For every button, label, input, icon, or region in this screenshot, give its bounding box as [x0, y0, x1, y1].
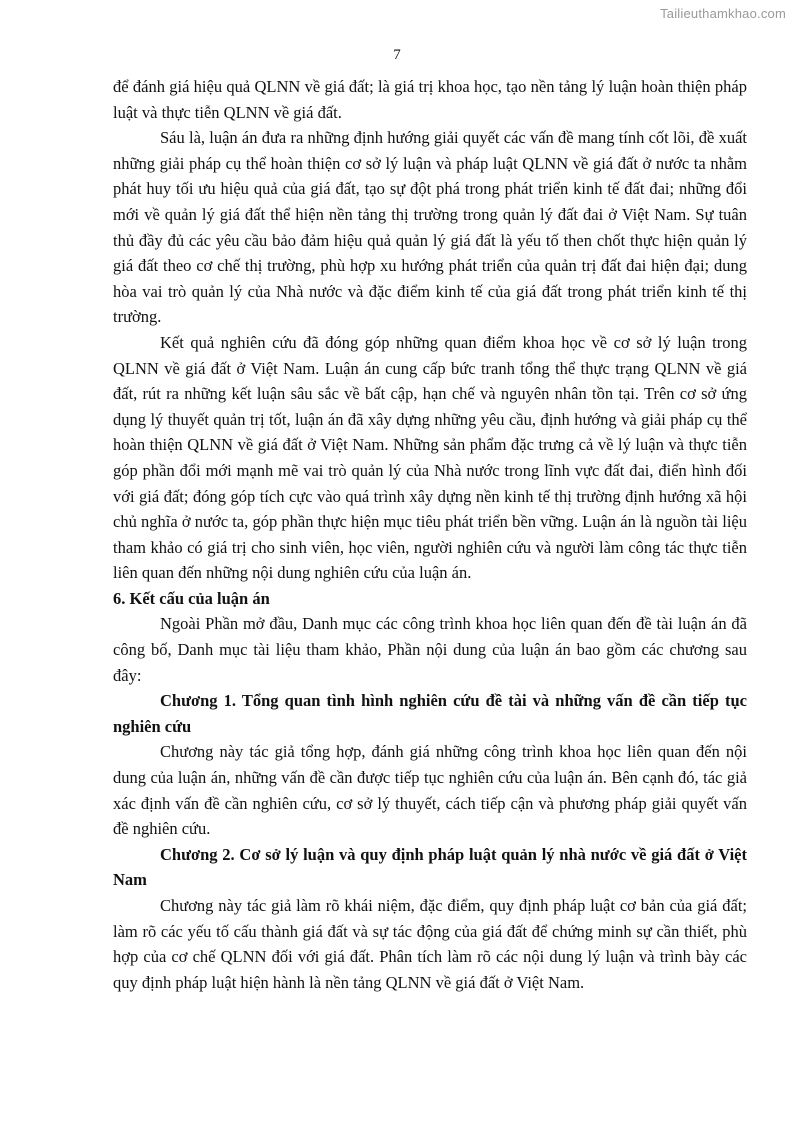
section-heading-structure: 6. Kết cấu của luận án [113, 588, 270, 608]
chapter-1-title: Chương 1. Tổng quan tình hình nghiên cứu đề tài và những vấn đề cần tiếp tục nghiên cứu [113, 691, 747, 736]
chapter-2-title: Chương 2. Cơ sở lý luận và quy định pháp luật quản lý nhà nước về giá đất ở Việt Nam [113, 844, 747, 890]
paragraph-continuation: để đánh giá hiệu quả QLNN về giá đất; là giá trị khoa học, tạo nền tảng lý luận hoàn thiện pháp luật và thực tiễn QLNN về giá đất. [113, 77, 747, 122]
paragraph-chapter-1-summary: Chương này tác giả tổng hợp, đánh giá những công trình khoa học liên quan đến nội dung của luận án, những vấn đề cần được tiếp tục nghiên cứu của luận án. Bên cạnh đó, tác giả xác định vấn đề cần nghiên cứu, cơ sở lý thuyết, cách tiếp cận và phương pháp giải quyết vấn đề nghiên cứu. [113, 742, 747, 839]
page-number: 7 [393, 47, 401, 63]
paragraph-research-results: Kết quả nghiên cứu đã đóng góp những quan điểm khoa học về cơ sở lý luận trong QLNN về giá đất ở Việt Nam. Luận án cung cấp bức tranh tổng thể thực trạng QLNN về giá đất, rút ra những kết luận sâu sắc về bất cập, hạn chế và nguyên nhân tồn tại. Trên cơ sở ứng dụng lý thuyết quản trị tốt, luận án đã xây dựng những yêu cầu, định hướng và giải pháp cụ thể hoàn thiện QLNN về giá đất ở Việt Nam. Những sản phẩm đặc trưng cả về lý luận và thực tiễn góp phần đổi mới mạnh mẽ vai trò quản lý của Nhà nước trong lĩnh vực đất đai, điển hình đối với giá đất; đóng góp tích cực vào quá trình xây dựng nền kinh tế thị trường định hướng xã hội chủ nghĩa ở nước ta, góp phần thực hiện mục tiêu phát triển bền vững. Luận án là nguồn tài liệu tham khảo có giá trị cho sinh viên, học viên, người nghiên cứu và người làm công tác thực tiễn liên quan đến những nội dung nghiên cứu của luận án. [113, 332, 747, 583]
paragraph-chapter-2-summary: Chương này tác giả làm rõ khái niệm, đặc điểm, quy định pháp luật cơ bản của giá đất; làm rõ các yếu tố cấu thành giá đất và sự tác động của giá đất để chứng minh sự cần thiết, phù hợp của cơ chế QLNN đối với giá đất. Phân tích làm rõ các nội dung lý luận và trình bày các quy định pháp luật hiện hành là nền tảng QLNN về giá đất ở Việt Nam. [113, 896, 747, 992]
watermark-text: Tailieuthamkhao.com [660, 6, 786, 21]
document-body [113, 74, 747, 995]
paragraph-structure-intro: Ngoài Phần mở đầu, Danh mục các công trình khoa học liên quan đến đề tài luận án đã công bố, Danh mục tài liệu tham khảo, Phần nội dung của luận án bao gồm các chương sau đây: [113, 614, 747, 685]
paragraph-sixth-point: Sáu là, luận án đưa ra những định hướng giải quyết các vấn đề mang tính cốt lõi, đề xuất những giải pháp cụ thể hoàn thiện cơ sở lý luận và pháp luật QLNN về giá đất ở nước ta nhằm phát huy tối ưu hiệu quả của giá đất, tạo sự đột phá trong phát triển kinh tế đất đai; những đổi mới về quản lý giá đất thể hiện nền tảng thị trường trong quản lý đất đai ở Việt Nam. Sự tuân thủ đầy đủ các yêu cầu bảo đảm hiệu quả quản lý giá đất là yếu tố then chốt thực hiện quản lý giá đất theo cơ chế thị trường, phù hợp xu hướng phát triển của quản trị đất đai hiện đại; dung hòa vai trò quản lý của Nhà nước và đặc điểm kinh tế của giá đất trong phát triển kinh tế thị trường. [113, 128, 747, 327]
